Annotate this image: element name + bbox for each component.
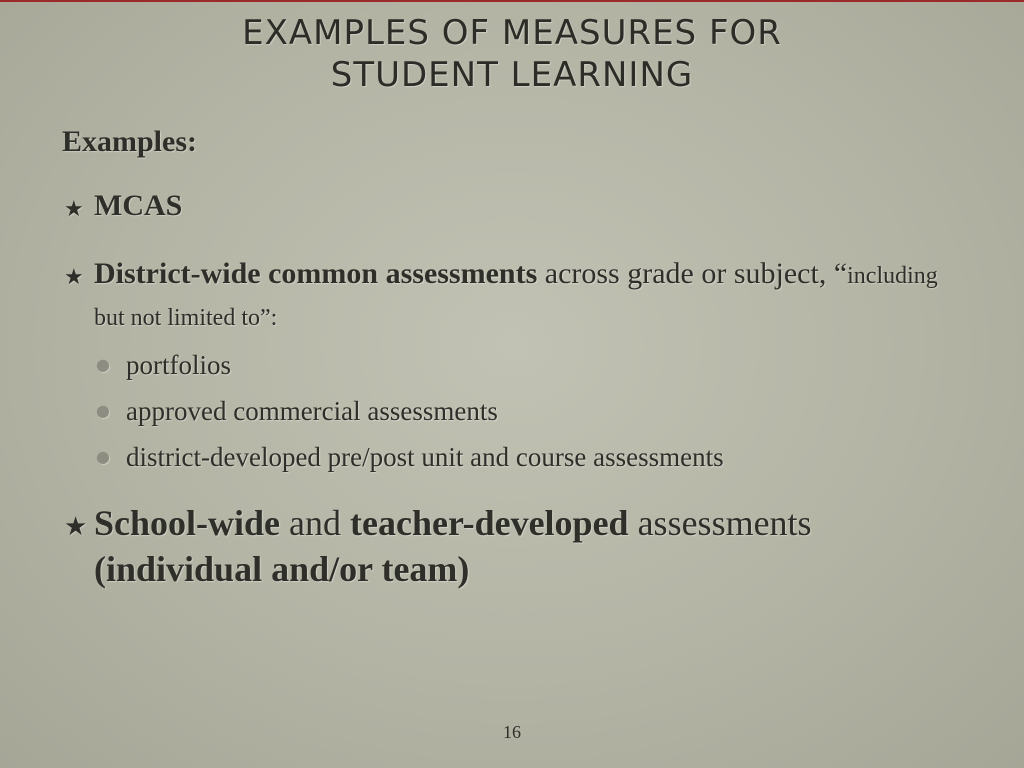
sub-bullet-list xyxy=(94,342,962,480)
bullet-district-small: including but not limited to”: xyxy=(94,263,938,331)
slide-title-line-1: EXAMPLES OF MEASURES FOR xyxy=(242,13,782,53)
bullet-dot-icon: ● xyxy=(96,447,110,466)
bullet-school-text-2: assessments xyxy=(628,503,812,543)
bullet-dot-icon: ● xyxy=(96,401,110,420)
bullet-district-assessments xyxy=(62,254,962,480)
star-icon: ★ xyxy=(64,265,84,290)
bullet-dot-icon: ● xyxy=(96,355,110,374)
slide-title-line-2: STUDENT LEARNING xyxy=(330,55,694,95)
bullet-school-assessments xyxy=(62,500,962,592)
star-icon: ★ xyxy=(64,512,88,542)
examples-heading: Examples: xyxy=(62,125,197,158)
sub-bullet-text: approved commercial assessments xyxy=(126,396,498,426)
slide-body xyxy=(62,124,962,618)
bullet-school-bold-2: teacher-developed xyxy=(350,503,629,543)
bullet-school-bold-1: School-wide xyxy=(94,503,281,543)
slide-title xyxy=(0,12,1024,96)
sub-bullet-text: portfolios xyxy=(126,350,231,380)
bullet-district-text: across grade or subject, “ xyxy=(537,257,848,290)
star-icon: ★ xyxy=(64,197,84,222)
page-number: 16 xyxy=(503,722,521,742)
bullet-school-text-1: and xyxy=(280,503,350,543)
bullet-district-bold: District-wide common assessments xyxy=(94,257,538,290)
sub-bullet-item xyxy=(94,434,962,480)
sub-bullet-item xyxy=(94,388,962,434)
bullet-mcas xyxy=(62,188,962,224)
bullet-school-bold-3: (individual and/or team) xyxy=(94,549,470,589)
sub-bullet-text: district-developed pre/post unit and course assessments xyxy=(126,442,724,472)
bullet-mcas-text: MCAS xyxy=(94,189,183,222)
sub-bullet-item xyxy=(94,342,962,388)
top-accent-rule xyxy=(0,0,1024,2)
